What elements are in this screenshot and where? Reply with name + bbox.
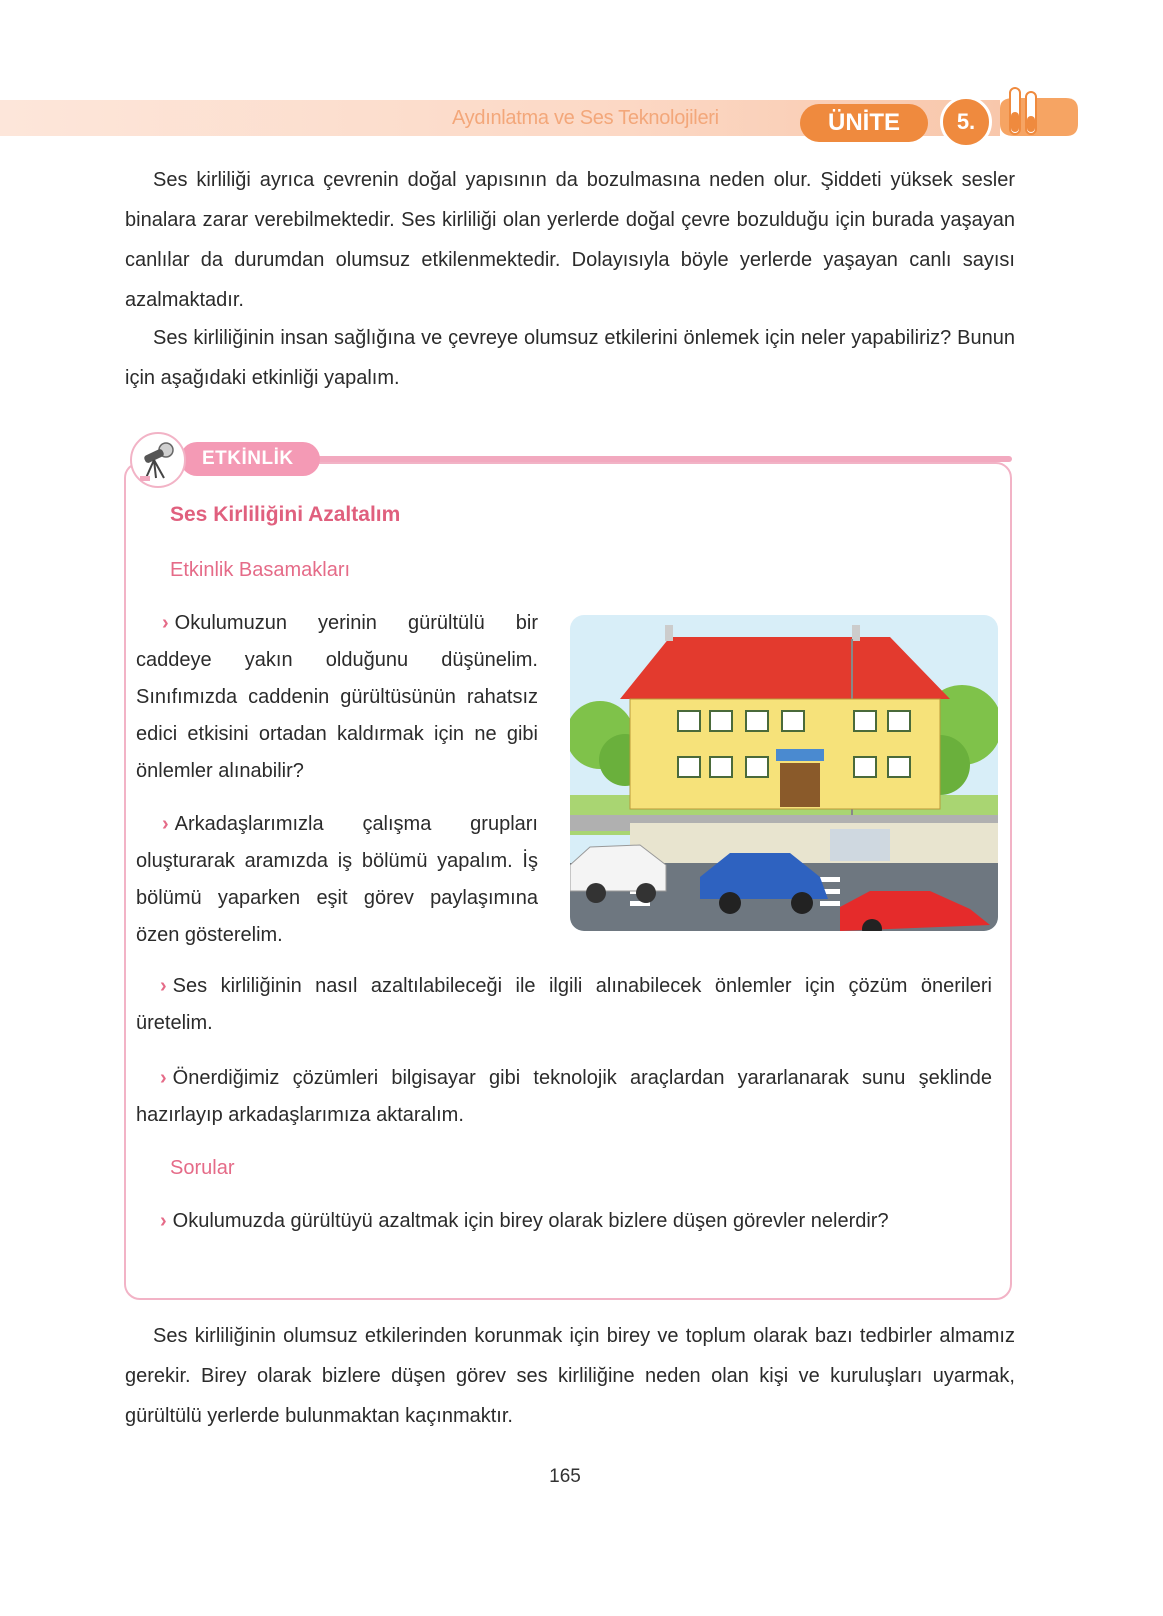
step-2-text: Arkadaşlarımızla çalışma grupları oluşturarak aramızda iş bölümü yapalım. İş bölümü yaparken eşit görev paylaşımına özen gösterelim. (136, 813, 538, 946)
bullet: › (160, 1067, 167, 1089)
school-street-illustration (570, 615, 998, 931)
step-4 (136, 1060, 992, 1134)
step-1 (136, 605, 538, 790)
step-3 (136, 968, 992, 1042)
activity-header-line (300, 456, 1012, 462)
intro-paragraph-1 (125, 160, 1015, 320)
activity-badge: ETKİNLİK (180, 442, 320, 476)
steps-heading: Etkinlik Basamakları (170, 559, 351, 581)
step-3-text: Ses kirliliğinin nasıl azaltılabileceği ile ilgili alınabilecek önlemler için çözüm önerileri üretelim. (136, 975, 992, 1034)
intro-paragraph-1-text: Ses kirliliği ayrıca çevrenin doğal yapısının da bozulmasına neden olur. Şiddeti yüksek sesler binalara zarar verebilmektedir. Ses kirliliği olan yerlerde doğal çevre bozulduğu için burada yaşayan canlılar da durumdan olumsuz etkilenmektedir. Dolayısıyla böyle yerlerde yaşayan canlı sayısı azalmaktadır. (125, 169, 1015, 311)
telescope-icon (132, 434, 184, 486)
questions-heading: Sorular (170, 1157, 235, 1179)
closing-paragraph (125, 1316, 1015, 1436)
activity-icon-frame (130, 432, 186, 488)
bullet: › (162, 813, 169, 835)
test-tubes-icon (996, 78, 1082, 148)
closing-paragraph-text: Ses kirliliğinin olumsuz etkilerinden korunmak için birey ve toplum olarak bazı tedbirler almamız gerekir. Birey olarak bizlere düşen görev ses kirliliğine neden olan kişi ve kuruluşları uyarmak, gürültülü yerlerde bulunmaktan kaçınmaktır. (125, 1325, 1015, 1427)
step-4-text: Önerdiğimiz çözümleri bilgisayar gibi teknolojik araçlardan yararlanarak sunu şeklinde hazırlayıp arkadaşlarımıza aktaralım. (136, 1067, 992, 1126)
step-2 (136, 806, 538, 954)
question-1 (136, 1203, 992, 1240)
intro-paragraph-2 (125, 318, 1015, 398)
bullet: › (162, 612, 169, 634)
step-1-text: Okulumuzun yerinin gürültülü bir caddeye yakın olduğunu düşünelim. Sınıfımızda caddenin gürültüsünün rahatsız edici etkisini ortadan kaldırmak için ne gibi önlemler alınabilir? (136, 612, 538, 782)
unit-label: ÜNİTE (800, 104, 928, 142)
chapter-title: Aydınlatma ve Ses Teknolojileri (452, 107, 719, 129)
bullet: › (160, 1210, 167, 1232)
page-number: 165 (549, 1466, 581, 1487)
question-1-text: Okulumuzda gürültüyü azaltmak için birey olarak bizlere düşen görevler nelerdir? (172, 1210, 889, 1232)
intro-paragraph-2-text: Ses kirliliğinin insan sağlığına ve çevreye olumsuz etkilerini önlemek için neler yapabiliriz? Bunun için aşağıdaki etkinliği yapalım. (125, 327, 1015, 389)
activity-title: Ses Kirliliğini Azaltalım (170, 503, 401, 526)
bullet: › (160, 975, 167, 997)
unit-number: 5. (940, 96, 992, 148)
